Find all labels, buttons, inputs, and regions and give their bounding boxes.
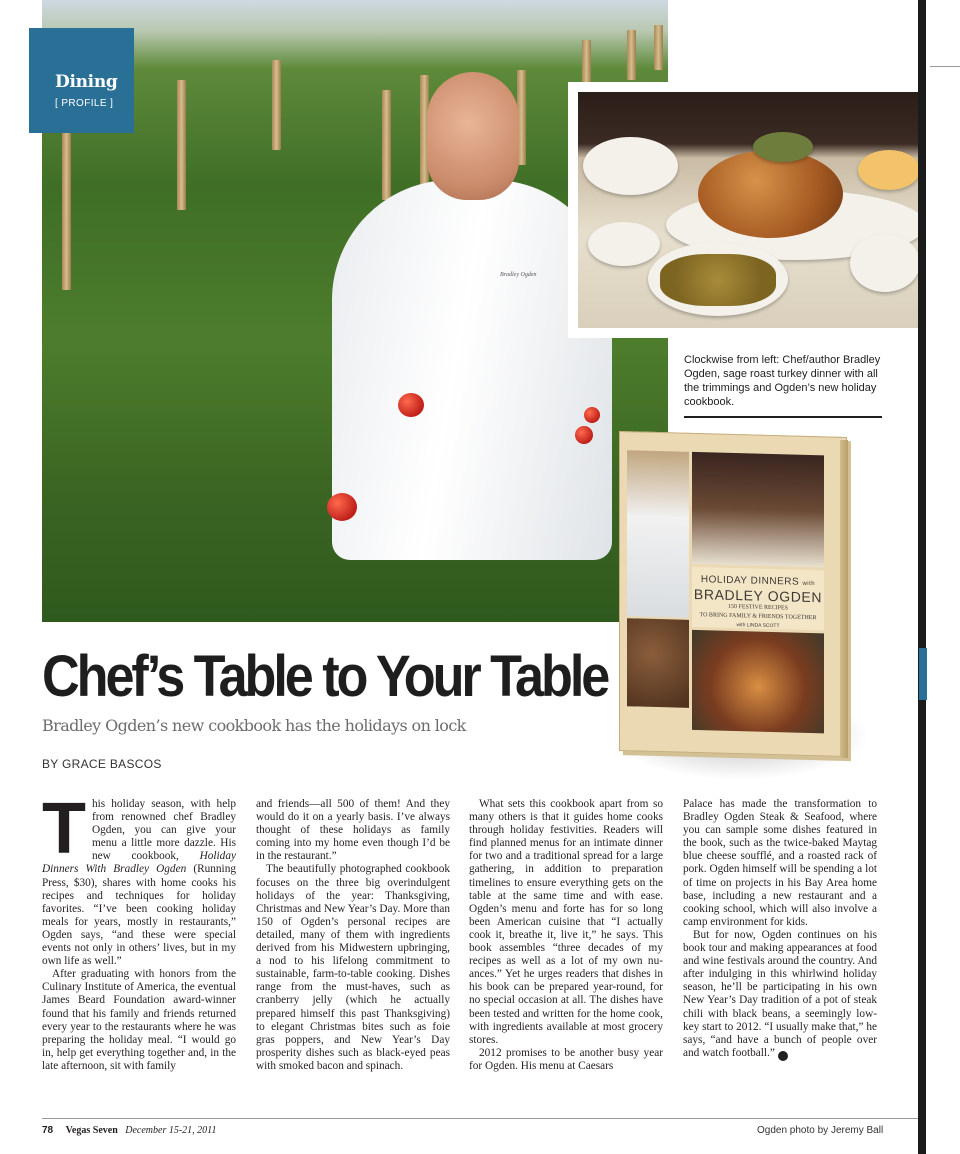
cover-bread-photo	[627, 618, 689, 708]
cover-subtitle-2: TO BRING FAMILY & FRIENDS TOGETHER	[699, 612, 817, 622]
article-column-3	[469, 798, 663, 1073]
book-title: Holiday Dinners With Bradley Ogden	[42, 850, 236, 876]
tomato-in-hands	[398, 393, 424, 417]
edge-hairline	[930, 66, 960, 67]
magazine-name: Vegas Seven	[65, 1125, 118, 1136]
cover-dish-photo	[692, 630, 824, 733]
article-paragraph: The beautifully photographed cookbook focuses on the three big overindulgent holidays of the year: Thanksgiving, Christmas and New Year’s Day. More than 150 of Ogden’s personal recipes are detailed, many of them with ingredients derived from his Midwestern upbringing, a nod to his lifelong commitment to sustainable, farm-to-table cooking. Dishes range from the must-haves, such as cranberry jelly (which he actually prepared himself this past Thanksgiving) to elegant Christmas bites such as foie gras poppers, and New Year’s Day prosperity dishes such as black-eyed peas with smoked bacon and spinach.	[256, 863, 450, 1072]
end-mark-icon: 7	[778, 1051, 788, 1061]
cover-title-with: with	[802, 580, 816, 588]
article-paragraph: Palace has made the transformation to Bradley Ogden Steak & Seafood, where you can sample some dishes featured in the book, such as the twice-baked Maytag blue cheese soufflé, and a roasted rack of pork. Ogden himself will be spending a lot of time on projects in his Bay Area home base, including a new restaurant and a cooking school, which will also involve a camp environment for kids.	[683, 798, 877, 928]
chef-face	[427, 72, 519, 200]
cover-table-photo	[692, 452, 824, 567]
stuffing-dish	[660, 254, 776, 306]
photo-caption: Clockwise from left: Chef/author Bradley Ogden, sage roast turkey dinner with all the trimmings and Ogden’s new holiday cookbook.	[684, 354, 881, 408]
article-paragraph: After graduating with honors from the Culinary Institute of America, the eventual James Beard Foundation award-winner found that his family and friends returned every year to the restaurants where he was preparing the holiday meal. “I would go in, help get everything together and, in the late afternoon, sit with family	[42, 968, 236, 1072]
article-column-1	[42, 789, 236, 1073]
coat-embroidery: Bradley Ogden	[500, 272, 537, 278]
article-paragraph: This holiday season, with help from renowned chef Bradley Ogden, you can give your menu a little more dazzle. His new cookbook, Holiday Dinners With Bradley Ogden (Running Press, $30), shares with home cooks his recipes and techniques for holiday favorites. “I’ve been cooking holiday meals for years, mostly in restaurants,” Ogden says, “and these were special events not only in others’ lives, but in my own life as well.”	[42, 789, 236, 968]
article-column-4	[683, 798, 877, 1061]
section-tag: [ PROFILE ]	[55, 98, 114, 109]
folio	[42, 1125, 216, 1136]
article-paragraph: But for now, Ogden continues on his book tour and making appearances at food and wine festivals around the country. And after indulging in this whirlwind holiday season, he’ll be participating in his own New Year’s Day tradition of a pot of steak chili with black beans, a seemingly low-key start to 2012. “I usually make that,” he says, “and have a bunch of people over and watch football.” 7	[683, 928, 877, 1059]
roast-turkey	[698, 150, 843, 238]
drop-cap: T	[42, 789, 86, 869]
tomato-on-vine	[575, 426, 593, 444]
article-paragraph: and friends—all 500 of them! And they would do it on a yearly basis. I’ve always thought of these holidays as family coming into my home even though I’d be in the restaurant.”	[256, 798, 450, 863]
page-number: 78	[42, 1125, 54, 1136]
section-name: Dining	[55, 72, 118, 92]
dek: Bradley Ogden’s new cookbook has the holidays on lock	[42, 716, 466, 735]
tomato-on-vine	[327, 493, 357, 521]
article-paragraph: 2012 promises to be another busy year for Ogden. His menu at Caesars	[469, 1046, 663, 1072]
tomato-on-vine	[584, 407, 600, 423]
section-tab-marker	[919, 648, 927, 700]
section-badge	[29, 28, 134, 133]
cover-chef-photo	[627, 450, 689, 618]
book-spine	[840, 440, 848, 758]
caption-rule	[684, 416, 882, 418]
footer-rule	[42, 1118, 918, 1119]
article-paragraph: What sets this cookbook apart from so many others is that it guides home cooks through holiday festivities. Readers will find planned menus for an intimate dinner for two and a traditional spread for a large gathering, in addition to preparation timelines to ensure everything gets on the table at the same time and with ease. Ogden’s menu and forte has for so long been American cuisine that “I actually cook it, breathe it, live it,” he says. This book assembles “three decades of my recipes as well as a lot of my own nuances.” Yet he urges readers that dishes in his book can be prepared year-round, for no special occasion at all. The dishes have been tested and written for the home cook, with ingredients available at most grocery stores.	[469, 798, 663, 1046]
page-edge-bar	[918, 0, 926, 1154]
headline: Chef’s Table to Your Table	[42, 644, 608, 709]
cover-title-line2: BRADLEY OGDEN	[693, 585, 823, 606]
cover-coauthor: with LINDA SCOTT	[736, 622, 780, 630]
turkey-dinner-photo	[568, 82, 918, 338]
byline: BY GRACE BASCOS	[42, 757, 162, 771]
cover-subtitle: 150 FESTIVE RECIPES	[727, 603, 788, 612]
cookbook-cover	[619, 431, 847, 757]
issue-date: December 15-21, 2011	[125, 1125, 217, 1136]
cover-title-block	[692, 567, 824, 630]
photo-credit: Ogden photo by Jeremy Ball	[757, 1125, 884, 1136]
article-column-2	[256, 798, 450, 1073]
cover-title-line1: HOLIDAY DINNERS	[700, 574, 800, 588]
